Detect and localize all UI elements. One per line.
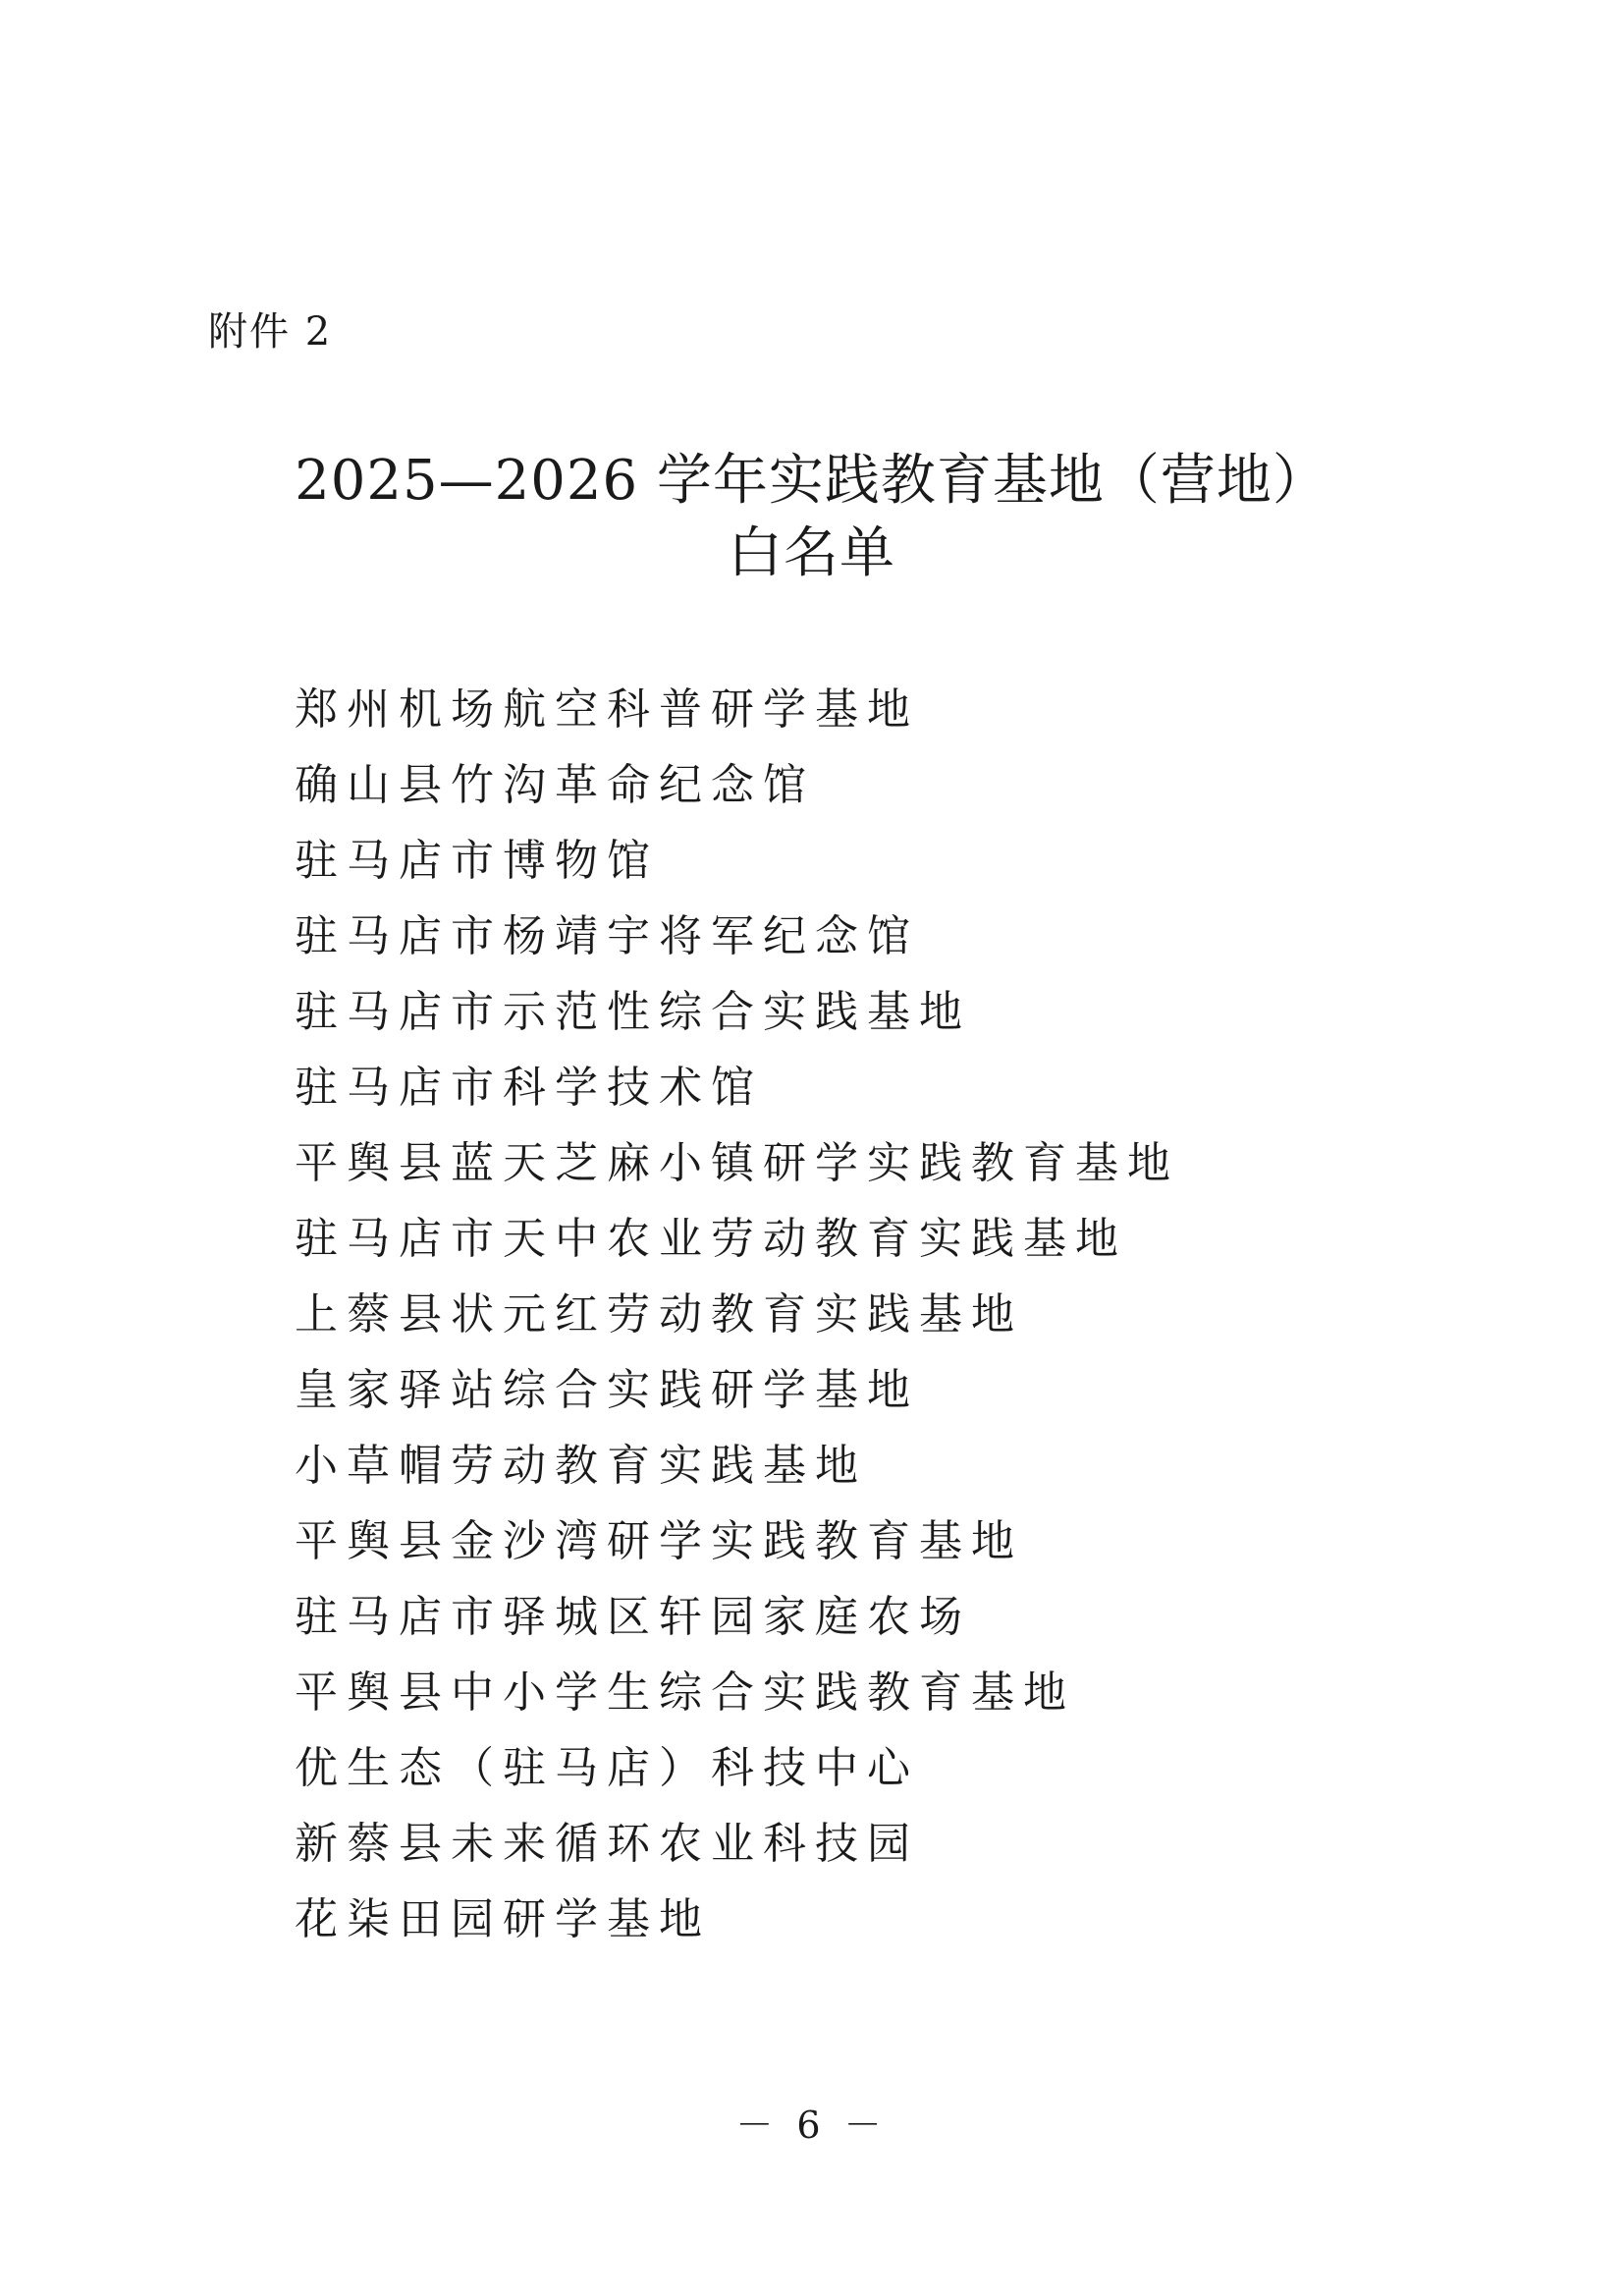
list-item: 平舆县中小学生综合实践教育基地	[295, 1667, 1075, 1718]
attachment-label: 附件 2	[208, 309, 333, 355]
base-list	[295, 680, 1179, 1965]
list-item: 驻马店市科学技术馆	[295, 1063, 763, 1113]
list-item: 优生态（驻马店）科技中心	[295, 1743, 919, 1793]
list-item: 驻马店市杨靖宇将军纪念馆	[295, 911, 919, 961]
list-item: 花柒田园研学基地	[295, 1894, 711, 1944]
list-item: 平舆县金沙湾研学实践教育基地	[295, 1516, 1023, 1566]
document-title-line1: 2025—2026 学年实践教育基地（营地）	[295, 449, 1328, 513]
list-item: 驻马店市博物馆	[295, 836, 659, 886]
list-item: 皇家驿站综合实践研学基地	[295, 1365, 919, 1415]
document-title-line2: 白名单	[728, 521, 895, 585]
list-item: 上蔡县状元红劳动教育实践基地	[295, 1289, 1023, 1339]
list-item: 新蔡县未来循环农业科技园	[295, 1819, 919, 1869]
list-item: 驻马店市驿城区轩园家庭农场	[295, 1592, 971, 1642]
page-number: － 6 －	[735, 2104, 888, 2147]
list-item: 郑州机场航空科普研学基地	[295, 684, 919, 735]
list-item: 驻马店市天中农业劳动教育实践基地	[295, 1214, 1127, 1264]
list-item: 驻马店市示范性综合实践基地	[295, 987, 971, 1037]
list-item: 确山县竹沟革命纪念馆	[295, 760, 815, 810]
list-item: 平舆县蓝天芝麻小镇研学实践教育基地	[295, 1138, 1179, 1188]
list-item: 小草帽劳动教育实践基地	[295, 1441, 867, 1491]
